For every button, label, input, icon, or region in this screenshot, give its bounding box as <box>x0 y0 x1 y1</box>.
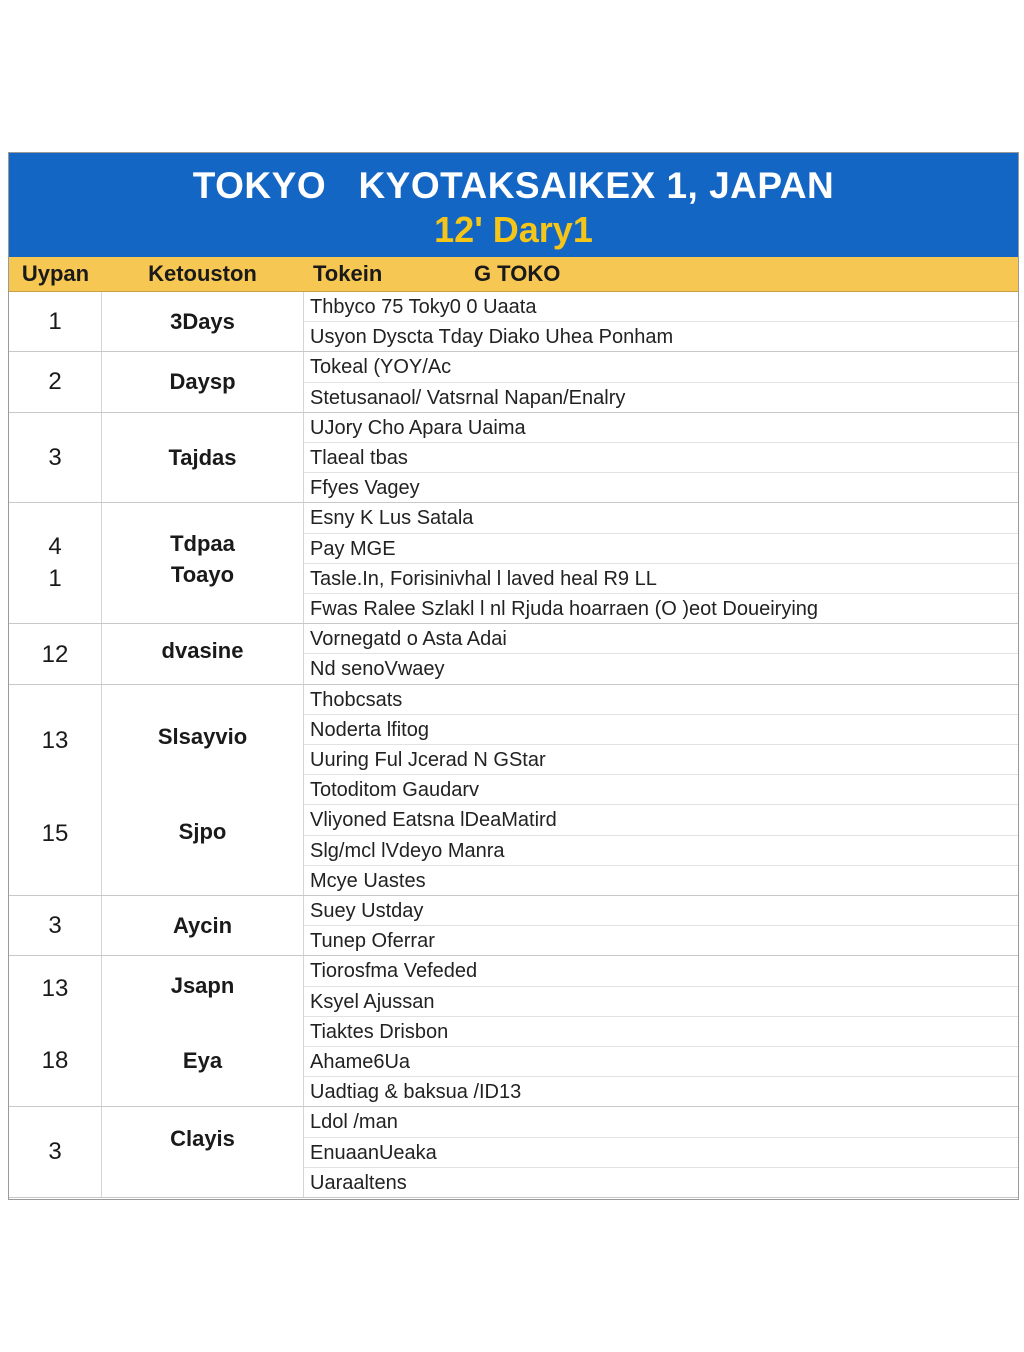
itinerary-subtitle: 12' Dary1 <box>434 209 593 250</box>
location-cell <box>102 624 304 683</box>
column-header-row <box>9 257 1018 292</box>
day-number: 13 <box>41 975 69 1003</box>
column-header-day: Uypan <box>21 261 90 286</box>
location-name: Eya <box>182 1048 223 1074</box>
day-number-cell <box>9 413 102 503</box>
itinerary-group <box>9 685 1018 896</box>
location-cell <box>102 352 304 411</box>
itinerary-group <box>9 352 1018 412</box>
day-number: 1 <box>48 307 62 335</box>
activity-row: EnuaanUeaka <box>304 1138 1018 1168</box>
itinerary-group <box>9 413 1018 504</box>
activity-row: Tiorosfma Vefeded <box>304 956 1018 986</box>
day-number-cell <box>9 896 102 955</box>
activity-row: Suey Ustday <box>304 896 1018 926</box>
itinerary-group <box>9 503 1018 624</box>
day-number-cell <box>9 292 102 351</box>
location-name: Aycin <box>172 912 233 938</box>
location-name: Toayo <box>170 562 235 588</box>
location-cell <box>102 413 304 503</box>
location-name: Clayis <box>170 1125 235 1151</box>
activity-row: Fwas Ralee Szlakl l nl Rjuda hoarraen (O )eot Doueirying <box>310 597 819 620</box>
location-cell <box>102 1107 304 1197</box>
day-number: 4 <box>48 532 62 560</box>
activity-row: Vliyoned Eatsna lDeaMatird <box>304 805 1018 835</box>
day-number: 3 <box>48 1138 62 1166</box>
itinerary-table-body <box>9 292 1018 1198</box>
location-name: Jsapn <box>170 973 235 999</box>
activity-row: Tasle.In, Forisinivhal l laved heal R9 LL <box>304 564 1018 594</box>
location-name: dvasine <box>161 637 244 663</box>
location-cell <box>102 956 304 1106</box>
location-name: Daysp <box>169 369 236 395</box>
day-number: 2 <box>48 368 62 396</box>
day-number: 3 <box>48 443 62 471</box>
activity-row: UJory Cho Apara Uaima <box>304 413 1018 443</box>
day-number-cell <box>9 685 102 895</box>
activities-cell <box>304 503 1018 623</box>
activity-row: Tokeal (YOY/Ac <box>304 352 1018 382</box>
day-number: 12 <box>41 641 69 669</box>
activities-cell <box>304 896 1018 955</box>
activity-row: Pay MGE <box>304 534 1018 564</box>
day-number-cell <box>9 956 102 1106</box>
activity-row: Usyon Dyscta Tday Diako Uhea Ponham <box>310 326 674 349</box>
itinerary-title: TOKYO KYOTAKSAIKEX 1, JAPAN <box>192 165 835 206</box>
activities-cell <box>304 624 1018 683</box>
activities-cell <box>304 413 1018 503</box>
location-name: Slsayvio <box>157 724 248 750</box>
column-header-location: Ketouston <box>148 261 257 286</box>
activity-row: Tiaktes Drisbon <box>304 1017 1018 1047</box>
activity-row: Tlaeal tbas <box>304 443 1018 473</box>
location-cell <box>102 503 304 623</box>
activity-row: Noderta lfitog <box>304 715 1018 745</box>
activity-row: Ffyes Vagey <box>310 477 420 500</box>
itinerary-group <box>9 624 1018 684</box>
itinerary-group <box>9 896 1018 956</box>
activities-cell <box>304 685 1018 895</box>
day-number: 3 <box>48 911 62 939</box>
activity-row: Slg/mcl lVdeyo Manra <box>304 836 1018 866</box>
day-number-cell <box>9 624 102 683</box>
day-number-cell <box>9 1107 102 1197</box>
location-name: Tdpaa <box>170 531 235 557</box>
activity-row: Uuring Ful Jcerad N GStar <box>304 745 1018 775</box>
column-header-activities: Tokein G TOKO <box>313 261 561 286</box>
activity-row: Totoditom Gaudarv <box>304 775 1018 805</box>
location-name: Tajdas <box>168 444 237 470</box>
location-cell <box>102 292 304 351</box>
activity-row: Uadtiag & baksua /ID13 <box>310 1081 522 1104</box>
activity-row: Thobcsats <box>304 685 1018 715</box>
itinerary-group <box>9 292 1018 352</box>
itinerary-group <box>9 1107 1018 1198</box>
day-number: 15 <box>41 819 69 847</box>
title-banner <box>9 153 1018 257</box>
day-number-cell <box>9 352 102 411</box>
activity-row: Thbyco 75 Toky0 0 Uaata <box>304 292 1018 322</box>
location-name: 3Days <box>170 308 235 334</box>
activity-row: Tunep Oferrar <box>310 930 435 953</box>
activity-row: Nd senoVwaey <box>310 658 445 681</box>
location-name: Sjpo <box>178 818 227 844</box>
activity-row: Stetusanaol/ Vatsrnal Napan/Enalry <box>310 386 626 409</box>
day-number: 1 <box>48 564 62 592</box>
location-cell <box>102 896 304 955</box>
day-number: 18 <box>41 1047 69 1075</box>
activity-row: Ahame6Ua <box>304 1047 1018 1077</box>
activity-row: Mcye Uastes <box>310 869 426 892</box>
activity-row: Ldol /man <box>304 1107 1018 1137</box>
day-number: 13 <box>41 727 69 755</box>
location-cell <box>102 685 304 895</box>
activities-cell <box>304 956 1018 1106</box>
activity-row: Vornegatd o Asta Adai <box>304 624 1018 654</box>
itinerary-group <box>9 956 1018 1107</box>
activities-cell <box>304 1107 1018 1197</box>
day-number-cell <box>9 503 102 623</box>
itinerary-sheet <box>8 152 1019 1200</box>
activities-cell <box>304 292 1018 351</box>
activities-cell <box>304 352 1018 411</box>
activity-row: Ksyel Ajussan <box>304 987 1018 1017</box>
activity-row: Uaraaltens <box>310 1171 407 1194</box>
activity-row: Esny K Lus Satala <box>304 503 1018 533</box>
